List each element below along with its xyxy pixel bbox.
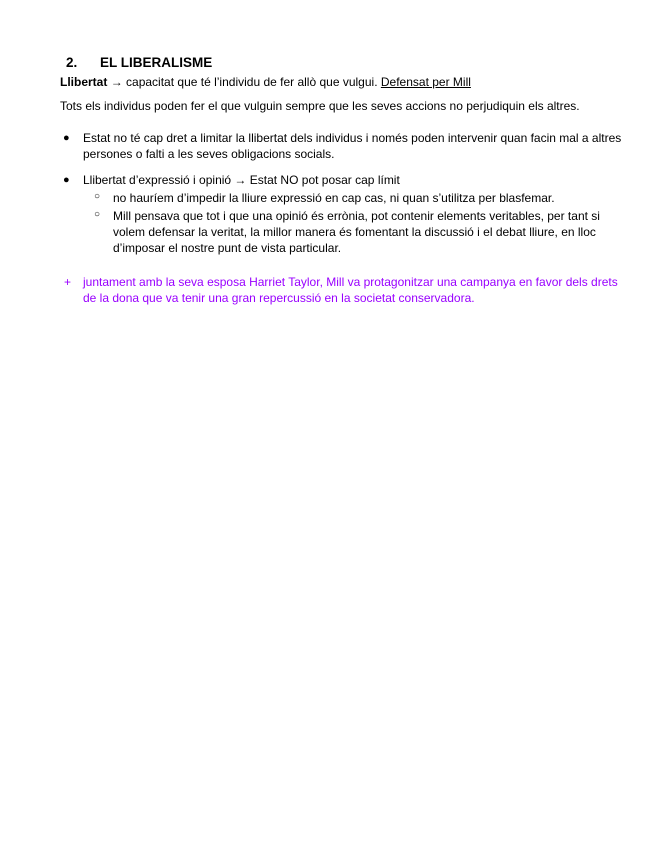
list-item — [60, 130, 625, 162]
note-text: juntament amb la seva esposa Harriet Taylor, Mill va protagonitzar una campanya en favor dels drets de la dona que va tenir una gran repercussió en la societat conservadora. — [83, 275, 618, 305]
sub-list — [83, 190, 625, 256]
note-item — [60, 274, 625, 306]
definition-line — [60, 74, 625, 90]
sub-list-item-text: Mill pensava que tot i que una opinió és errònia, pot contenir elements veritables, per tant si volem defensar la veritat, la millor manera és fomentant la discussió i el debat lliure, en lloc d’imposar el nostre punt de vista particular. — [113, 209, 600, 255]
document-page — [60, 54, 625, 306]
sub-list-item — [60, 190, 625, 206]
section-heading — [66, 54, 625, 72]
definition-text: capacitat que té l’individu de fer allò que vulgui. — [126, 75, 378, 89]
bullet-dot-icon: ● — [63, 132, 70, 144]
definition-term: Llibertat — [60, 75, 108, 89]
bullet-dot-icon: ● — [63, 174, 70, 186]
list-item-text: Llibertat d’expressió i opinió → Estat NO pot posar cap límit — [83, 173, 400, 187]
arrow-glyph: → — [110, 75, 123, 89]
note-marker: + — [64, 275, 72, 289]
bullet-list — [60, 130, 625, 256]
list-item-text: Estat no té cap dret a limitar la llibertat dels individus i només poden intervenir quan facin mal a altres persones o falti a les seves obligacions socials. — [83, 131, 622, 161]
bullet-circle-icon: ○ — [94, 191, 101, 202]
list-item — [60, 172, 625, 256]
sub-list-item-text: no hauríem d’impedir la lliure expressió en cap cas, ni quan s’utilitza per blasfemar. — [113, 191, 555, 205]
sub-list-item — [60, 208, 625, 256]
section-number: 2. — [66, 55, 78, 70]
intro-paragraph: Tots els individus poden fer el que vulguin sempre que les seves accions no perjudiquin els altres. — [60, 99, 580, 113]
bullet-circle-icon: ○ — [94, 209, 101, 220]
section-title: EL LIBERALISME — [100, 55, 213, 70]
defended-by-link[interactable]: Defensat per Mill — [380, 75, 471, 89]
